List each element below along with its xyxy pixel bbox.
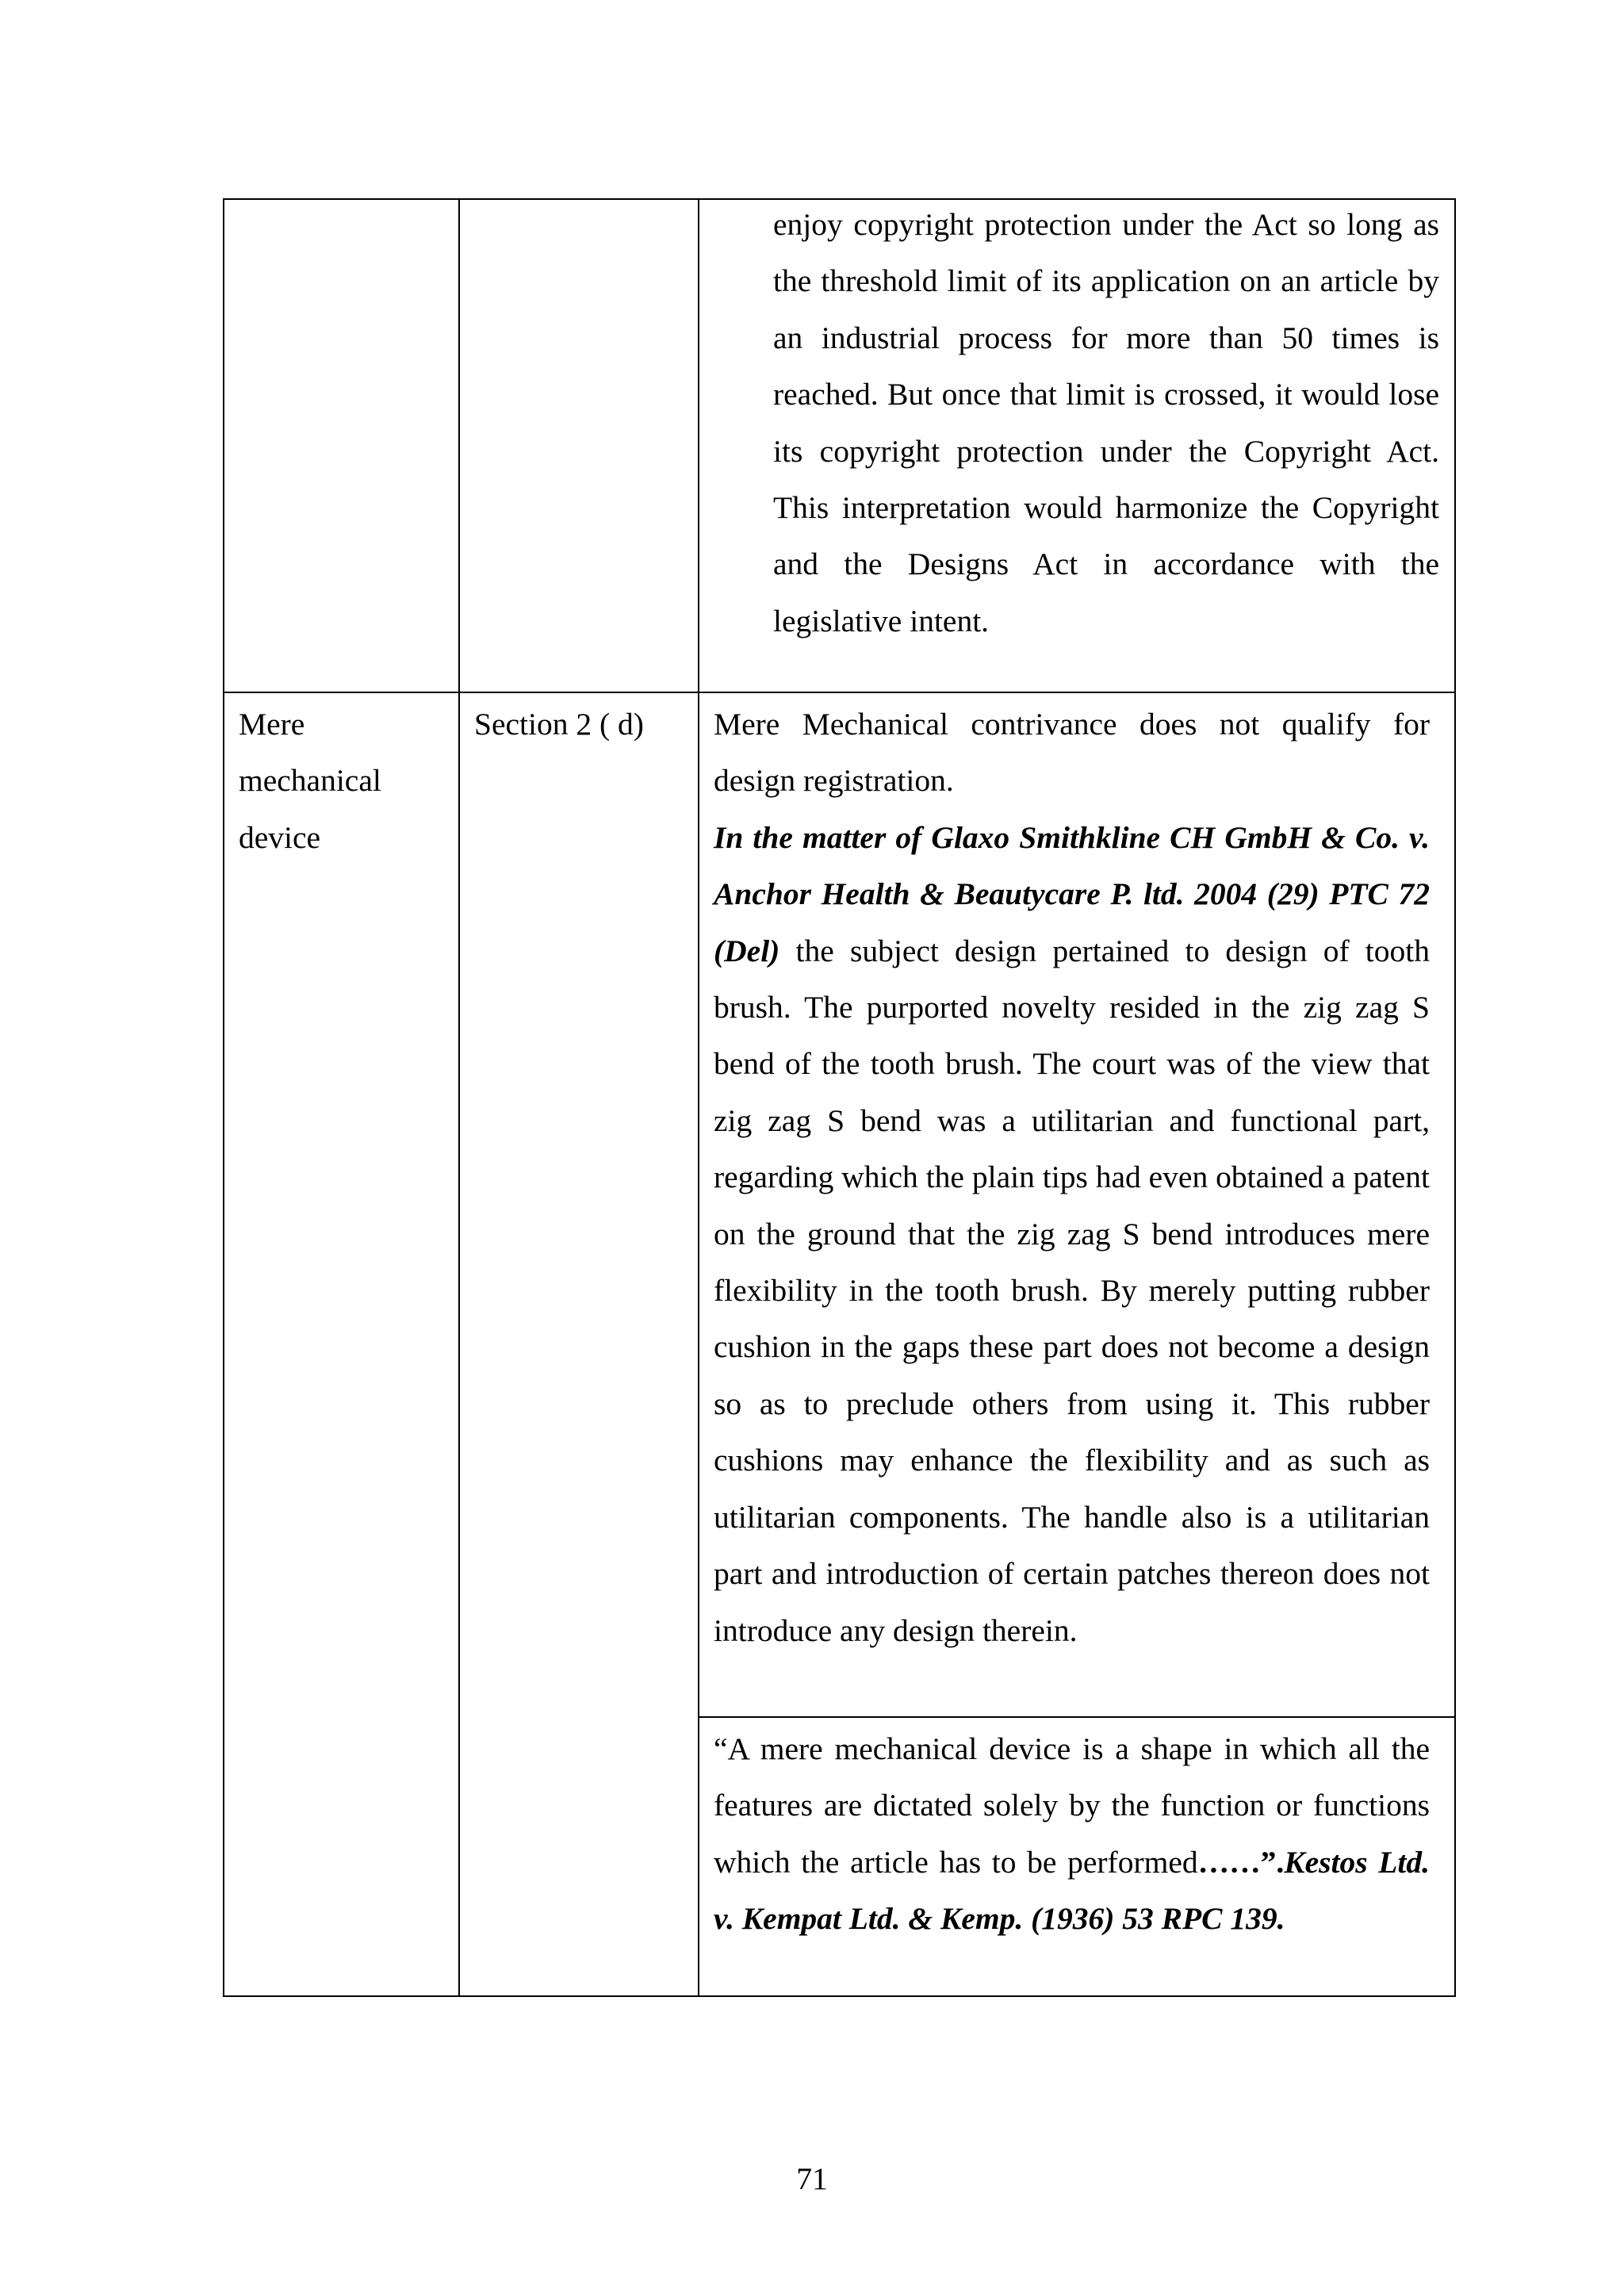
topic-label: Mere mechanical device bbox=[239, 707, 381, 855]
legal-table bbox=[223, 198, 1456, 1997]
quote-cell bbox=[699, 1717, 1455, 1996]
case-text: the subject design pertained to design of tooth brush. The purported novelty resided in the zig zag S bend of the tooth brush. The court was of the view that zig zag S bend was a utilitarian and functional part, regarding which the plain tips had even obtained a patent on the ground that the zig zag S bend introduces mere flexibility in the tooth brush. By merely putting rubber cushion in the gaps these part does not become a design so as to preclude others from using it. This rubber cushions may enhance the flexibility and as such as utilitarian components. The handle also is a utilitarian part and introduction of certain patches thereon does not introduce any design therein. bbox=[714, 933, 1430, 1648]
section-reference: Section 2 ( d) bbox=[474, 707, 644, 742]
section-cell bbox=[459, 692, 699, 1996]
table-cell-empty bbox=[224, 199, 459, 692]
continuation-paragraph: enjoy copyright protection under the Act so long as the threshold limit of its application on an article by an industrial process for more than 50 times is reached. But once that limit is crossed, it would lose its copyright protection under the Copyright Act. This interpretation would harmonize the Copyright and the Designs Act in accordance with the legislative intent. bbox=[773, 207, 1439, 638]
quote-citation: Kestos Ltd. v. Kempat Ltd. & Kemp. (1936) 53 RPC 139. bbox=[714, 1844, 1431, 1937]
table-row bbox=[224, 199, 1455, 692]
table-cell-continuation bbox=[699, 199, 1455, 692]
quote-paragraph bbox=[714, 1721, 1430, 1948]
case-citation: In the matter of Glaxo Smithkline CH GmbH & Co. v. Anchor Health & Beautycare P. ltd. 2004 (29) PTC 72 (Del) bbox=[714, 819, 1430, 968]
quote-end: ……”. bbox=[1197, 1844, 1285, 1880]
table-cell-empty bbox=[459, 199, 699, 692]
page-number: 71 bbox=[796, 2161, 828, 2196]
intro-paragraph: Mere Mechanical contrivance does not qualify for design registration. bbox=[714, 707, 1430, 799]
description-cell bbox=[699, 692, 1455, 1717]
quote-text: “A mere mechanical device is a shape in which all the features are dictated solely by the function or functions which the article has to be performed bbox=[714, 1731, 1430, 1880]
table-row bbox=[224, 692, 1455, 1717]
case-paragraph bbox=[714, 810, 1430, 1659]
topic-cell bbox=[224, 692, 459, 1996]
